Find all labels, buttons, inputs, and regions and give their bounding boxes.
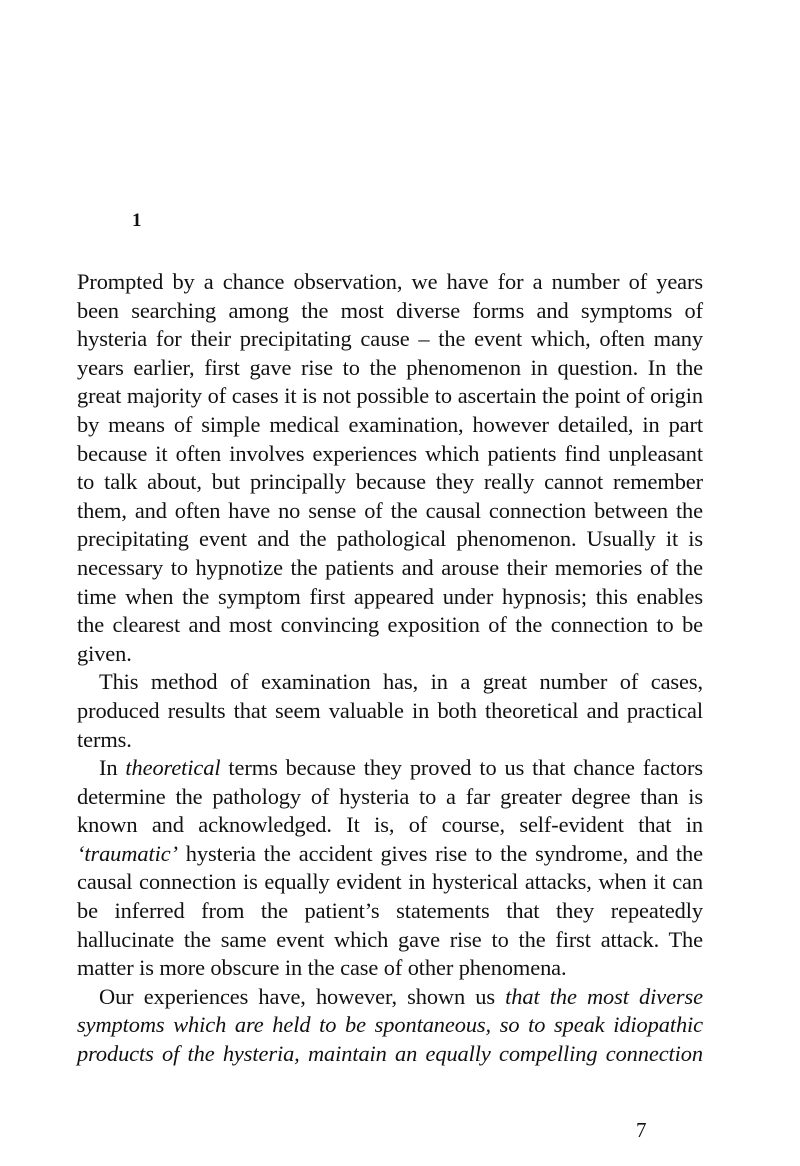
paragraph-4-italic-a: that the most diverse symptoms which are held to be spontaneous, so to speak idiopathic products of the hysteria, maintain an equally compelling connection bbox=[77, 983, 703, 1067]
paragraph-3 bbox=[77, 754, 703, 983]
paragraph-1: Prompted by a chance observation, we have for a number of years been searching among the most diverse forms and symptoms of hysteria for their precipitating cause – the event which, often many years earlier, first gave rise to the phenomenon in question. In the great majority of cases it is not possible to ascertain the point of origin by means of simple medical examination, however detailed, in part because it often involves experiences which patients find unpleasant to talk about, but principally because they really cannot remember them, and often have no sense of the causal connection between the precipitating event and the pathological phenomenon. Usually it is necessary to hypnotize the patients and arouse their memories of the time when the symptom first appeared under hypnosis; this enables the clearest and most convincing exposition of the connection to be given. bbox=[77, 269, 703, 666]
paragraph-3-text-c: hysteria the accident gives rise to the syndrome, and the causal connection is equally evident in hysterical attacks, when it can be inferred from the patient’s statements that they repeatedly hallucinate the same event which gave rise to the first attack. The matter is more obscure in the case of other phenomena. bbox=[77, 840, 703, 981]
paragraph-4 bbox=[77, 983, 703, 1069]
paragraph-2: This method of examination has, in a great number of cases, produced results that seem valuable in both theoretical and practical terms. bbox=[77, 669, 703, 752]
paragraph-3-text-b: terms because they proved to us that chance factors determine the pathology of hysteria to a far greater degree than is known and acknowledged. It is, of course, self-evident that in bbox=[77, 755, 704, 838]
body-text bbox=[77, 268, 703, 1069]
paragraph-4-text-a: Our experiences have, however, shown us bbox=[99, 983, 506, 1009]
page-number: 7 bbox=[636, 1118, 647, 1142]
paragraph-3-text-a: In bbox=[99, 755, 126, 781]
paragraph-3-italic-b: ‘traumatic’ bbox=[77, 840, 178, 866]
paragraph-3-italic-a: theoretical bbox=[125, 755, 221, 781]
section-number: 1 bbox=[132, 210, 142, 231]
